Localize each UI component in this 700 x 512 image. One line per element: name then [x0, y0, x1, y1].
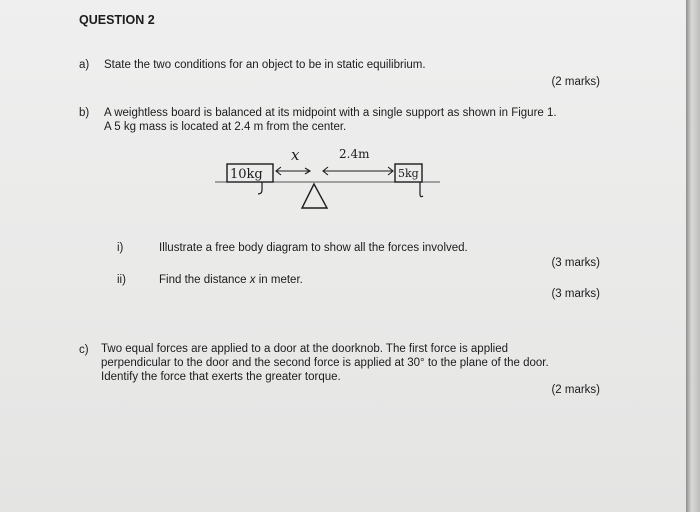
part-b-ii-marks: (3 marks)	[551, 288, 600, 300]
part-b-ii-label: ii)	[117, 274, 126, 286]
part-b-i-label: i)	[117, 242, 124, 254]
right-mass-hook	[420, 182, 423, 197]
part-b-label: b)	[79, 107, 90, 119]
right-mass-label: 5kg	[398, 167, 419, 180]
variable-x: x	[249, 274, 256, 286]
part-c-text-line3: Identify the force that exerts the greater torque.	[101, 371, 341, 383]
part-b-text-line1: A weightless board is balanced at its midpoint with a single support as shown in Figure 1.	[104, 107, 557, 119]
fulcrum-triangle	[302, 184, 327, 208]
part-c-label: c)	[79, 344, 89, 356]
part-c-text-line1: Two equal forces are applied to a door at the doorknob. The first force is applied	[101, 343, 509, 355]
x-distance-label: x	[291, 146, 300, 164]
part-b-i-marks: (3 marks)	[551, 257, 600, 269]
part-c-text-line2: perpendicular to the door and the second force is applied at 30° to the plane of the door.	[101, 357, 549, 369]
part-b-text-line2: A 5 kg mass is located at 2.4 m from the center.	[104, 121, 347, 133]
part-c-marks: (2 marks)	[551, 384, 600, 396]
part-a-label: a)	[79, 59, 90, 71]
part-a-marks: (2 marks)	[551, 76, 600, 88]
right-distance-label: 2.4m	[339, 147, 370, 161]
part-a-text: State the two conditions for an object to be in static equilibrium.	[104, 59, 426, 71]
question-title: QUESTION 2	[79, 13, 155, 27]
part-b-ii-text: Find the distance x in meter.	[159, 274, 303, 286]
left-mass-label: 10kg	[230, 167, 263, 182]
left-mass-hook	[258, 182, 262, 194]
desk-edge	[686, 0, 700, 512]
figure-1-seesaw	[215, 140, 445, 220]
part-b-i-text: Illustrate a free body diagram to show all the forces involved.	[159, 242, 468, 254]
